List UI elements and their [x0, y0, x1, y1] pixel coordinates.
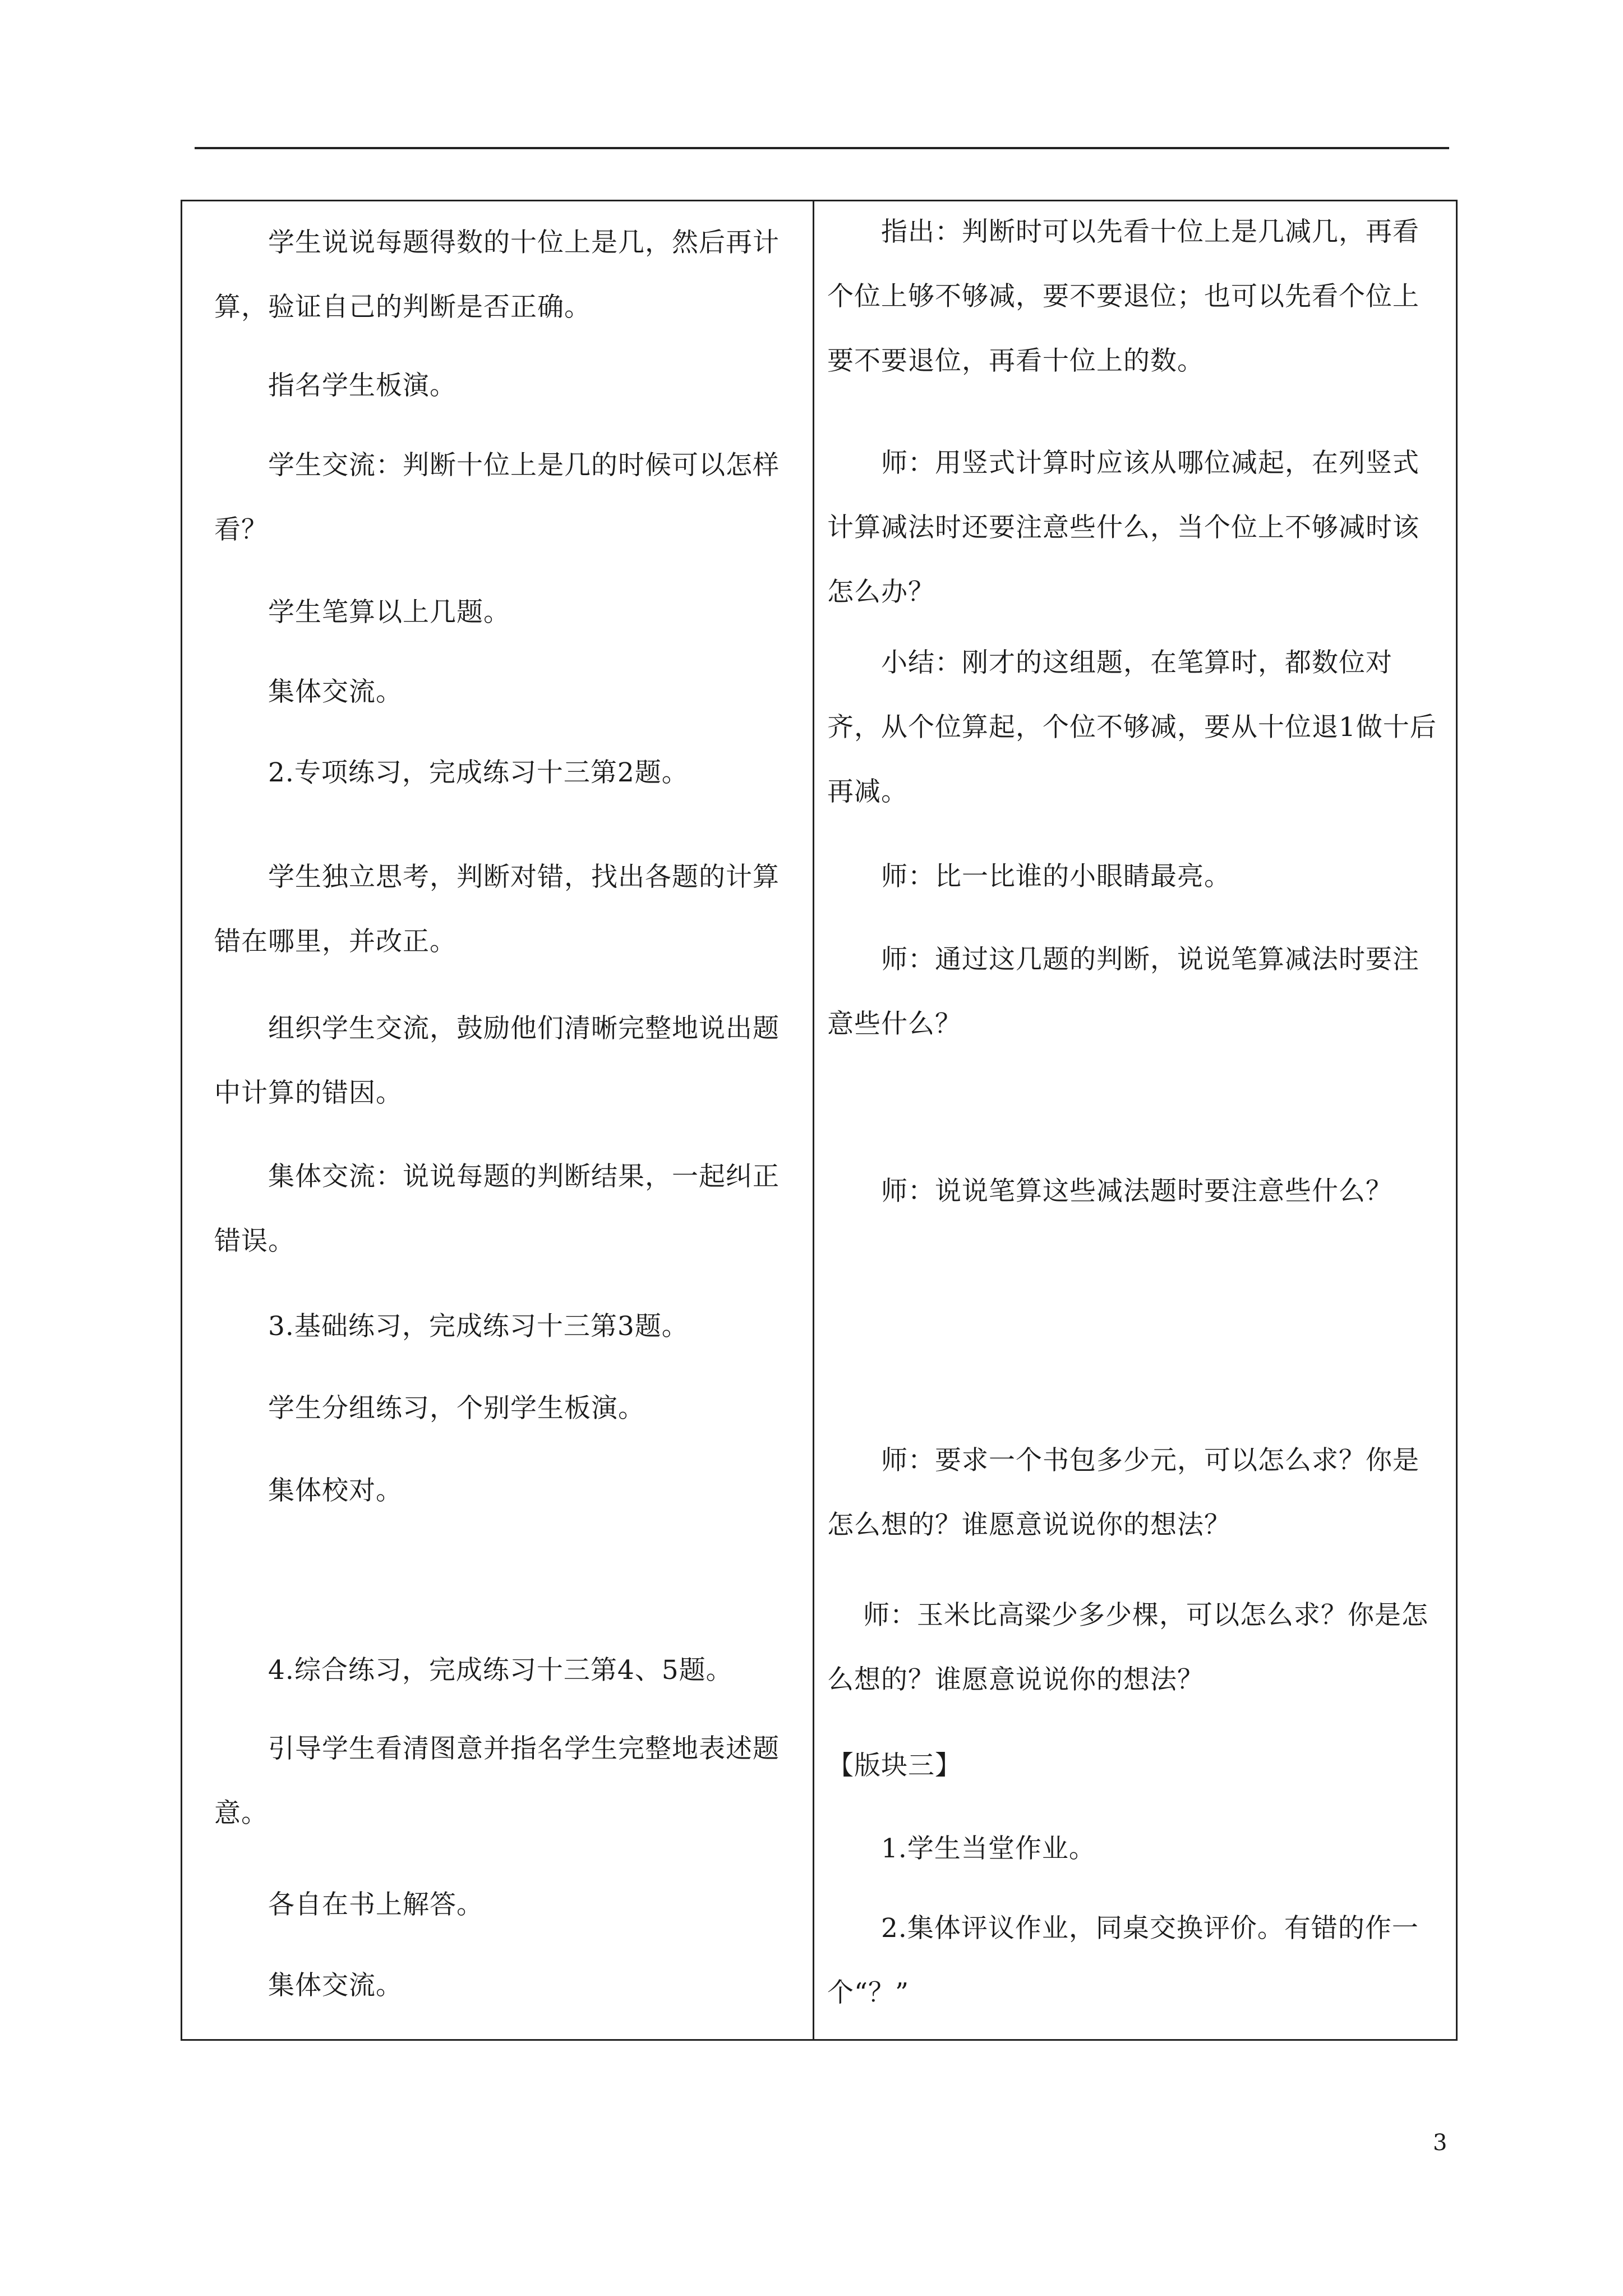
left-paragraph: 集体校对。 — [214, 1475, 403, 1506]
left-paragraph: 学生交流：判断十位上是几的时候可以怎样看？ — [214, 450, 780, 545]
left-paragraph: 3.基础练习，完成练习十三第3题。 — [214, 1311, 689, 1342]
page-number: 3 — [1433, 2130, 1447, 2156]
column-divider — [813, 200, 814, 2041]
right-paragraph: 师：玉米比高粱少多少棵，可以怎么求？你是怎么想的？谁愿意说说你的想法？ — [827, 1600, 1428, 1695]
left-paragraph: 4.综合练习，完成练习十三第4、5题。 — [214, 1655, 733, 1686]
right-paragraph: 2.集体评议作业，同桌交换评价。有错的作一个“？” — [827, 1913, 1419, 2008]
left-paragraph: 学生笔算以上几题。 — [214, 597, 510, 628]
left-paragraph: 集体交流。 — [214, 677, 403, 707]
right-paragraph: 指出：判断时可以先看十位上是几减几，再看个位上够不够减，要不要退位；也可以先看个位上要不要退位，再看十位上的数。 — [827, 217, 1419, 376]
left-paragraph: 集体交流。 — [214, 1970, 403, 2001]
right-paragraph: 师：比一比谁的小眼睛最亮。 — [827, 861, 1231, 892]
right-paragraph: 师：要求一个书包多少元，可以怎么求？你是怎么想的？谁愿意说说你的想法？ — [827, 1445, 1419, 1540]
header-rule — [195, 147, 1449, 149]
left-paragraph: 组织学生交流，鼓励他们清晰完整地说出题中计算的错因。 — [214, 1013, 780, 1108]
left-paragraph: 学生独立思考，判断对错，找出各题的计算错在哪里，并改正。 — [214, 862, 780, 957]
left-paragraph: 指名学生板演。 — [214, 370, 457, 401]
right-paragraph: 师：通过这几题的判断，说说笔算减法时要注意些什么？ — [827, 944, 1419, 1039]
left-paragraph: 各自在书上解答。 — [214, 1889, 483, 1920]
left-paragraph: 引导学生看清图意并指名学生完整地表述题意。 — [214, 1733, 780, 1829]
left-paragraph: 2.专项练习，完成练习十三第2题。 — [214, 757, 689, 788]
right-paragraph: 1.学生当堂作业。 — [827, 1833, 1096, 1864]
right-paragraph: 师：用竖式计算时应该从哪位减起，在列竖式计算减法时还要注意些什么，当个位上不够减时该怎么办？ — [827, 448, 1419, 608]
left-paragraph: 学生分组练习，个别学生板演。 — [214, 1393, 645, 1424]
left-paragraph: 集体交流：说说每题的判断结果，一起纠正错误。 — [214, 1161, 780, 1257]
right-paragraph: 小结：刚才的这组题，在笔算时，都数位对齐，从个位算起，个位不够减，要从十位退1做十后再减。 — [827, 647, 1437, 807]
right-paragraph: 师：说说笔算这些减法题时要注意些什么？ — [827, 1176, 1393, 1207]
right-paragraph: 【版块三】 — [827, 1750, 962, 1781]
left-paragraph: 学生说说每题得数的十位上是几，然后再计算，验证自己的判断是否正确。 — [214, 227, 780, 323]
